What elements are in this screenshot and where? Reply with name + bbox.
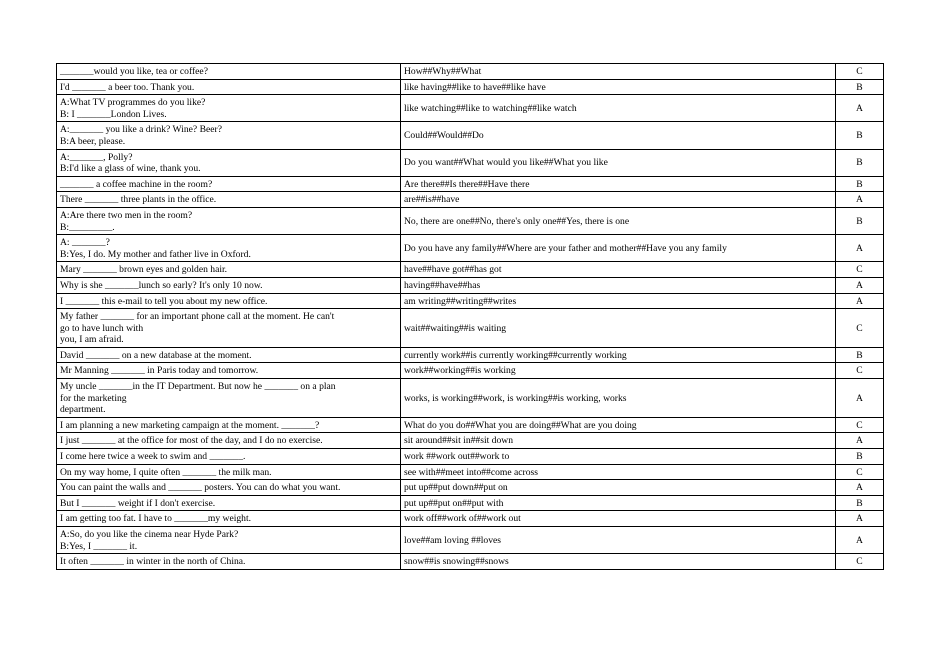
options-cell: having##have##has — [401, 277, 836, 293]
answer-cell: A — [836, 433, 884, 449]
table-row — [57, 449, 884, 465]
table-row — [57, 554, 884, 570]
question-cell: _______would you like, tea or coffee? — [57, 64, 401, 80]
question-cell: I just _______ at the office for most of the day, and I do no exercise. — [57, 433, 401, 449]
answer-cell: A — [836, 527, 884, 554]
answer-cell: C — [836, 262, 884, 278]
table-row — [57, 235, 884, 262]
answer-cell: B — [836, 176, 884, 192]
options-cell: No, there are one##No, there's only one##Yes, there is one — [401, 207, 836, 234]
answer-cell: C — [836, 554, 884, 570]
options-cell: work##working##is working — [401, 363, 836, 379]
question-cell: David _______ on a new database at the moment. — [57, 347, 401, 363]
question-cell: A:_______, Polly? B:I'd like a glass of wine, thank you. — [57, 149, 401, 176]
answer-cell: C — [836, 417, 884, 433]
question-cell: A:Are there two men in the room? B:_________. — [57, 207, 401, 234]
table-row — [57, 176, 884, 192]
table-row — [57, 309, 884, 348]
table-row — [57, 417, 884, 433]
table-row — [57, 277, 884, 293]
answer-cell: A — [836, 277, 884, 293]
question-cell: A:_______ you like a drink? Wine? Beer? B:A beer, please. — [57, 122, 401, 149]
options-cell: currently work##is currently working##currently working — [401, 347, 836, 363]
answer-cell: A — [836, 95, 884, 122]
answer-cell: A — [836, 379, 884, 418]
options-cell: Do you have any family##Where are your father and mother##Have you any family — [401, 235, 836, 262]
answer-cell: A — [836, 293, 884, 309]
table-row — [57, 511, 884, 527]
answer-cell: A — [836, 192, 884, 208]
question-cell: Mary _______ brown eyes and golden hair. — [57, 262, 401, 278]
answer-cell: B — [836, 207, 884, 234]
options-cell: am writing##writing##writes — [401, 293, 836, 309]
question-cell: There _______ three plants in the office. — [57, 192, 401, 208]
question-table-body — [57, 64, 884, 570]
options-cell: put up##put on##put with — [401, 495, 836, 511]
table-row — [57, 262, 884, 278]
answer-cell: B — [836, 79, 884, 95]
question-cell: My father _______ for an important phone call at the moment. He can't go to have lunch with you, I am afraid. — [57, 309, 401, 348]
options-cell: see with##meet into##come across — [401, 464, 836, 480]
table-row — [57, 464, 884, 480]
options-cell: work off##work of##work out — [401, 511, 836, 527]
answer-cell: A — [836, 235, 884, 262]
table-row — [57, 480, 884, 496]
question-cell: A:What TV programmes do you like? B: I _______London Lives. — [57, 95, 401, 122]
options-cell: snow##is snowing##snows — [401, 554, 836, 570]
table-row — [57, 149, 884, 176]
options-cell: sit around##sit in##sit down — [401, 433, 836, 449]
options-cell: like watching##like to watching##like watch — [401, 95, 836, 122]
question-cell: A:So, do you like the cinema near Hyde Park? B:Yes, I _______ it. — [57, 527, 401, 554]
answer-cell: B — [836, 347, 884, 363]
options-cell: work ##work out##work to — [401, 449, 836, 465]
options-cell: works, is working##work, is working##is working, works — [401, 379, 836, 418]
table-row — [57, 347, 884, 363]
table-row — [57, 495, 884, 511]
question-cell: My uncle _______in the IT Department. But now he _______ on a plan for the marketing department. — [57, 379, 401, 418]
answer-cell: B — [836, 449, 884, 465]
table-row — [57, 433, 884, 449]
question-cell: I am planning a new marketing campaign at the moment. _______? — [57, 417, 401, 433]
options-cell: Do you want##What would you like##What you like — [401, 149, 836, 176]
options-cell: have##have got##has got — [401, 262, 836, 278]
table-row — [57, 363, 884, 379]
table-row — [57, 207, 884, 234]
answer-cell: B — [836, 122, 884, 149]
question-cell: But I _______ weight if I don't exercise. — [57, 495, 401, 511]
answer-cell: B — [836, 149, 884, 176]
table-row — [57, 293, 884, 309]
table-row — [57, 192, 884, 208]
answer-cell: C — [836, 363, 884, 379]
answer-cell: C — [836, 64, 884, 80]
question-cell: _______ a coffee machine in the room? — [57, 176, 401, 192]
table-row — [57, 79, 884, 95]
options-cell: Are there##Is there##Have there — [401, 176, 836, 192]
question-cell: On my way home, I quite often _______ the milk man. — [57, 464, 401, 480]
question-cell: It often _______ in winter in the north of China. — [57, 554, 401, 570]
answer-cell: C — [836, 309, 884, 348]
question-table — [56, 63, 884, 570]
answer-cell: B — [836, 495, 884, 511]
table-row — [57, 527, 884, 554]
question-cell: I am getting too fat. I have to _______my weight. — [57, 511, 401, 527]
table-row — [57, 95, 884, 122]
options-cell: love##am loving ##loves — [401, 527, 836, 554]
options-cell: put up##put down##put on — [401, 480, 836, 496]
options-cell: wait##waiting##is waiting — [401, 309, 836, 348]
options-cell: How##Why##What — [401, 64, 836, 80]
question-cell: I _______ this e-mail to tell you about my new office. — [57, 293, 401, 309]
options-cell: What do you do##What you are doing##What are you doing — [401, 417, 836, 433]
question-cell: I come here twice a week to swim and _______. — [57, 449, 401, 465]
table-row — [57, 64, 884, 80]
options-cell: like having##like to have##like have — [401, 79, 836, 95]
question-cell: I'd _______ a beer too. Thank you. — [57, 79, 401, 95]
table-row — [57, 379, 884, 418]
question-cell: You can paint the walls and _______ posters. You can do what you want. — [57, 480, 401, 496]
answer-cell: C — [836, 464, 884, 480]
answer-cell: A — [836, 511, 884, 527]
question-cell: Why is she _______lunch so early? It's only 10 now. — [57, 277, 401, 293]
question-cell: A: _______? B:Yes, I do. My mother and father live in Oxford. — [57, 235, 401, 262]
answer-cell: A — [836, 480, 884, 496]
options-cell: Could##Would##Do — [401, 122, 836, 149]
options-cell: are##is##have — [401, 192, 836, 208]
table-row — [57, 122, 884, 149]
question-cell: Mr Manning _______ in Paris today and tomorrow. — [57, 363, 401, 379]
